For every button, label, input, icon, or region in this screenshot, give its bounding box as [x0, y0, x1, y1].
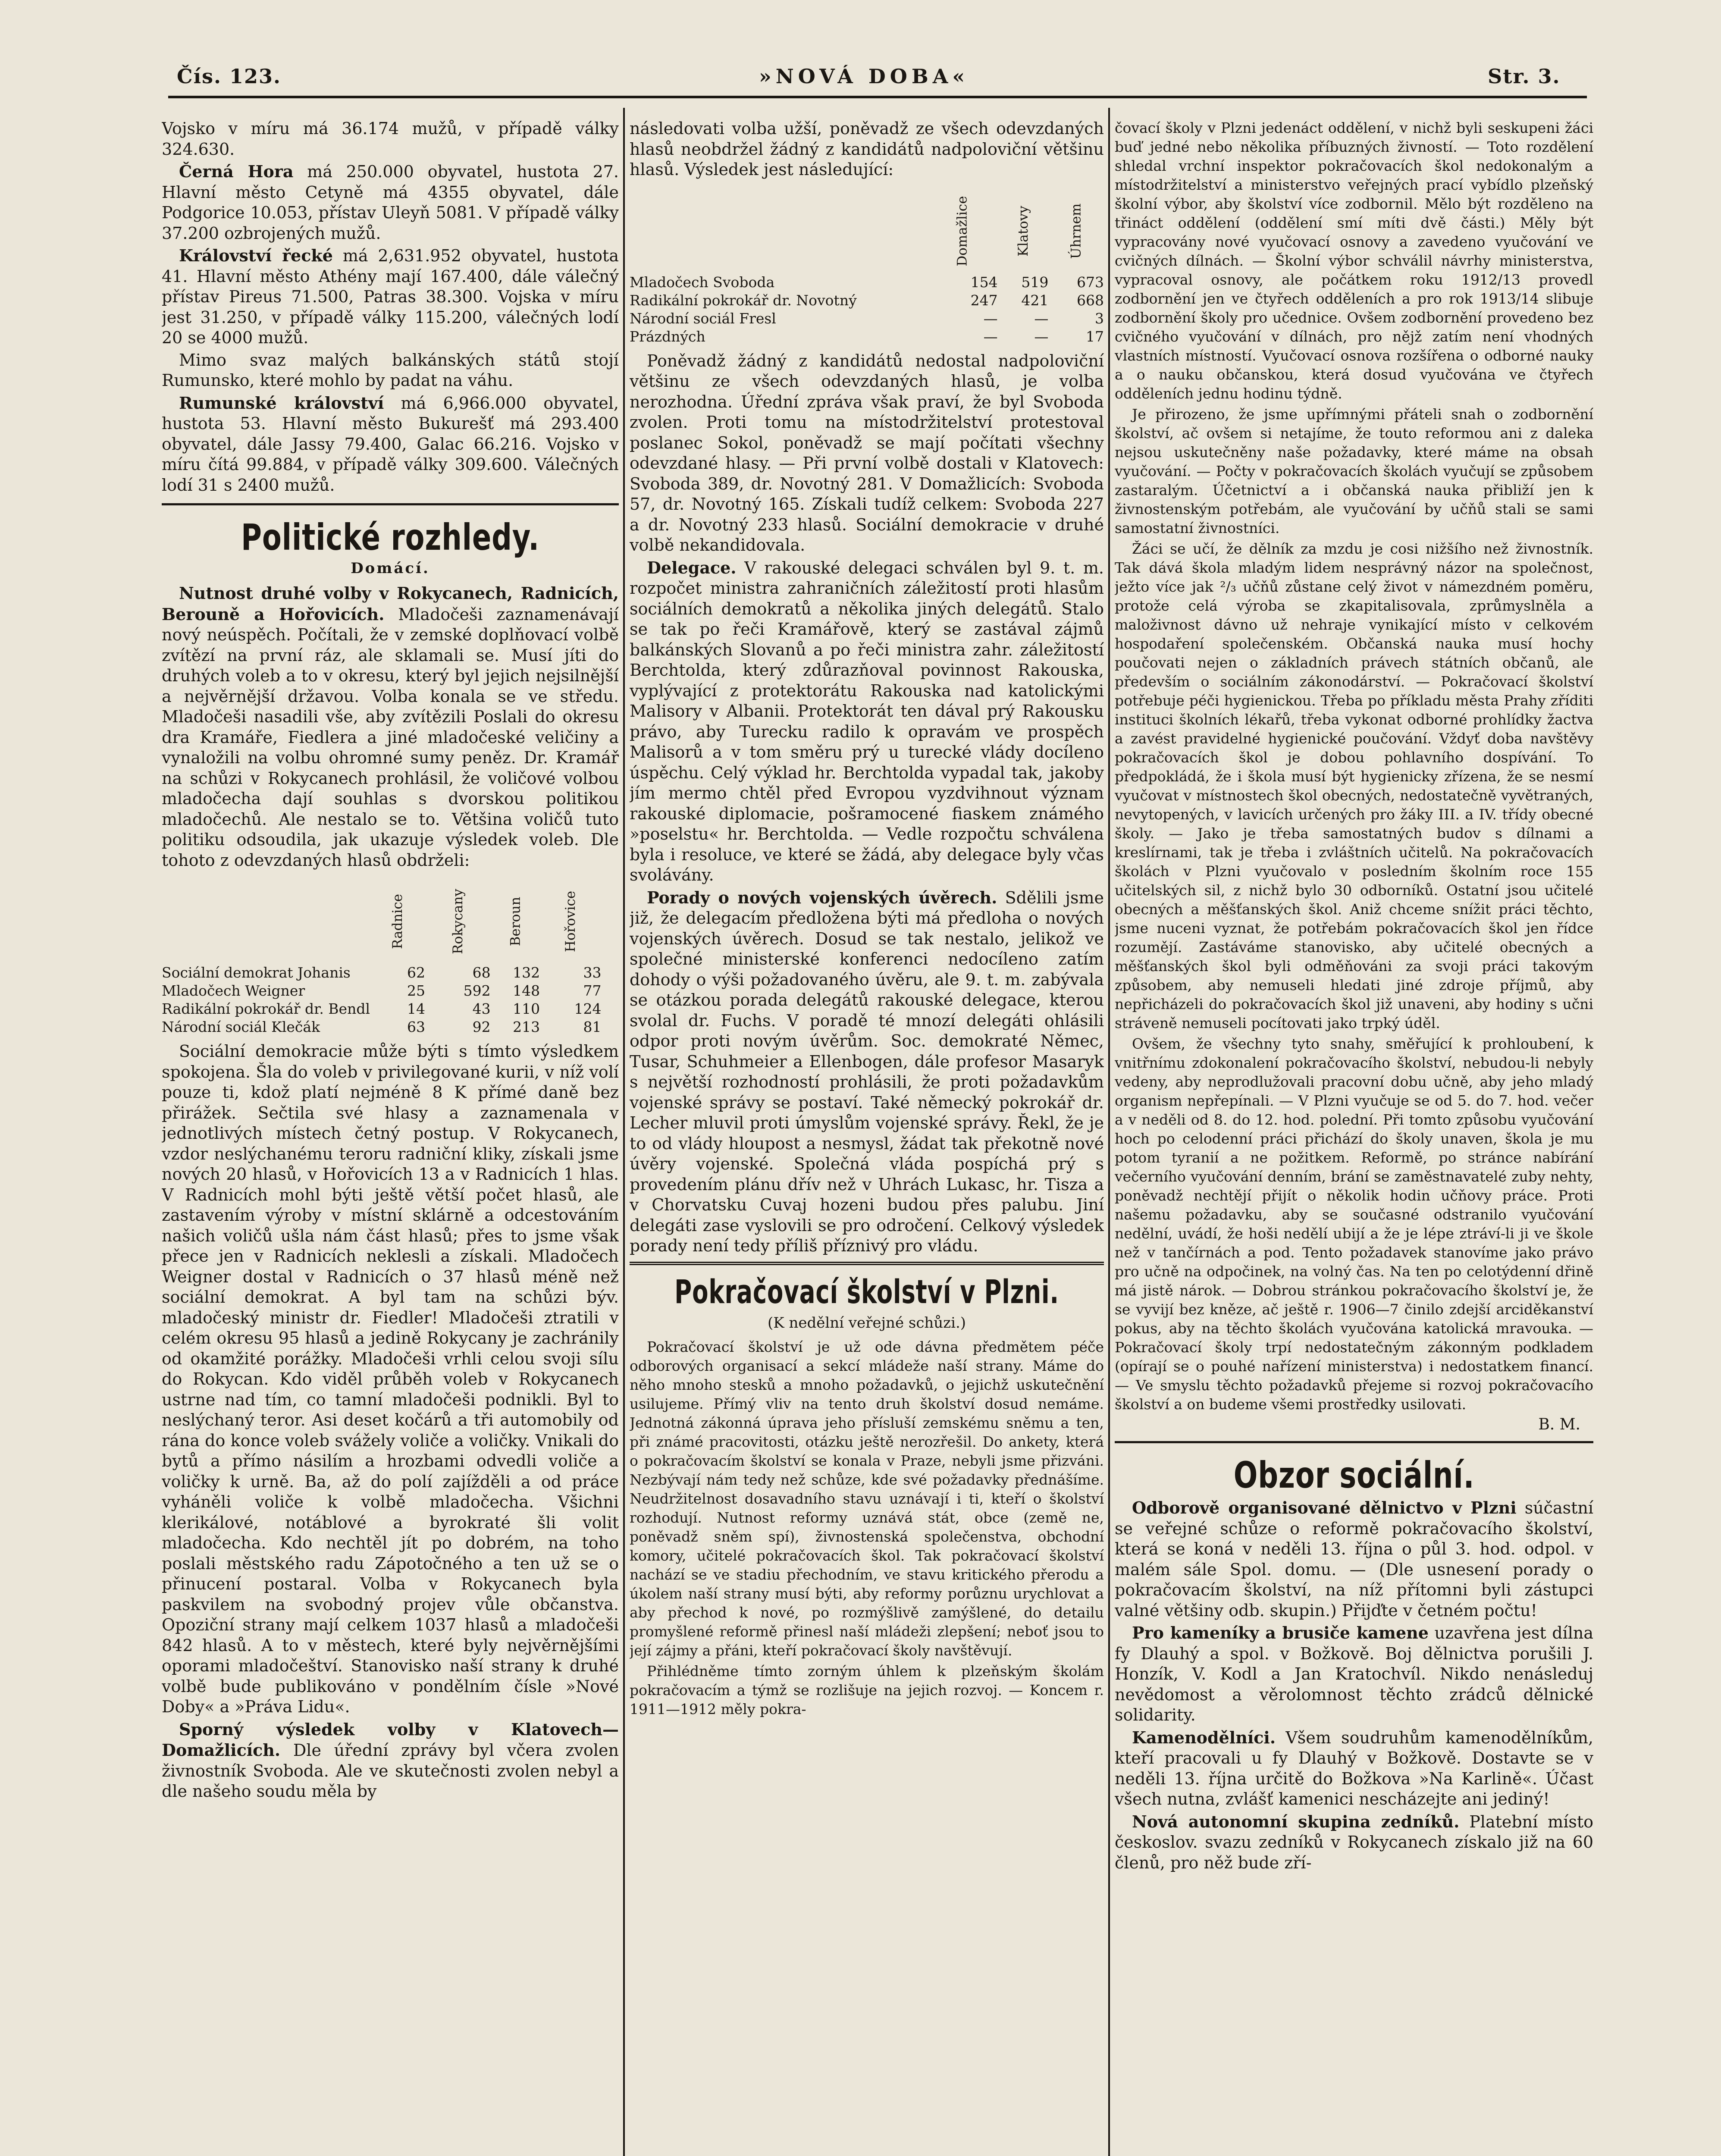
porady-headline: Porady o nových vojenských úvěrech. [647, 887, 997, 907]
column-header: Domažlice [955, 195, 971, 266]
issue-number: Čís. 123. [177, 65, 282, 88]
intro-paragraph-2: Království řecké má 2,631.952 obyvatel, hustota 41. Hlavní město Athény mají 167.400, dále válečný přístav Pireus 71.500, Patras 38.300. Vojska v míru jest 31.250, v případě války 115.200, válečných lodí 20 se 4000 mužů. [162, 246, 619, 347]
section-subtitle-skolstvi: (K nedělní veřejné schůzi.) [767, 1314, 966, 1332]
column-header: Radnice [390, 894, 405, 949]
intro-paragraph-0: Vojsko v míru má 36.174 mužů, v případě války 324.630. [162, 119, 619, 159]
table-row: Mladočech Svoboda 154 519 673 [630, 273, 1104, 291]
table-row: Prázdných — — 17 [630, 328, 1104, 345]
intro-paragraph-3: Mimo svaz malých balkánských států stojí Rumunsko, které mohlo by padat na váhu. [162, 350, 619, 390]
intro-paragraph-1: Černá Hora má 250.000 obyvatel, hustota 27. Hlavní město Cetyně má 4355 obyvatel, dále Podgorice 10.053, přístav Uleyň 5081. V případě války 37.200 ozbrojených mužů. [162, 162, 619, 243]
rokycany-headline: Nutnost druhé volby v Rokycanech, Radnicích, Berouně a Hořovicích. [162, 583, 619, 624]
odborove-headline: Odborově organisované dělnictvo v Plzni [1132, 1498, 1517, 1517]
newspaper-title: »NOVÁ DOBA« [759, 65, 969, 88]
delegace-headline: Delegace. [647, 558, 737, 577]
page-header [0, 0, 1721, 112]
delegace-article: Delegace. V rakouské delegaci schválen byl 9. t. m. rozpočet ministra zahraničních záležitostí proti hlasům sociálních demokratů a několika jiných delegátů. Stalo se tak po řeči Kramářově, který se zastával zájmů balkánských Slovanů a po řeči ministra zahr. záležitostí Berchtolda, který zdůrazňoval povinnost Rakouska, vyplývající z protektorátu Rakouska nad katolickými Malisory v Albanii. Protektorát ten dával prý Rakousku právo, aby Turecku radilo k opravám ve prospěch Malisorů a v tom směru prý u turecké vlády docíleno úspěchu. Celý výklad hr. Berchtolda vypadal tak, jakoby jím mermo chtěl před Evropou vyzdvihnout význam rakouské diplomacie, pošramocené fiaskem známého »poselstu« hr. Berchtolda. — Vedle rozpočtu schválena byla i resoluce, ve které se žádá, aby delegace byly včas svolávány. [630, 558, 1104, 884]
intro-paragraph-4: Rumunské království má 6,966.000 obyvatel, hustota 53. Hlavní město Bukurešť má 293.400 obyvatel, dále Jassy 79.400, Galac 66.216. Vojsko v míru čítá 99.884, v případě války 309.600. Válečných lodí 31 s 2400 mužů. [162, 393, 619, 495]
column-divider-2 [1108, 108, 1110, 2156]
column-header: Hořovice [563, 890, 579, 953]
kamenodelnici-article: Kamenodělníci. Všem soudruhům kamenodělníkům, kteří pracovali u fy Dlauhý v Božkově. Dostavte se v neděli 13. října určitě do Božkova »Na Karlině«. Účast všech nutna, zvlášť kamenici nescházejte ani jediný! [1115, 1727, 1593, 1808]
rokycany-analysis: Sociální demokracie může býti s tímto výsledkem spokojena. Šla do voleb v privilegované kurii, v níž volí pouze ti, kdož platí nejméně 8 K přímé daně bez přirážek. Sečtila své hlasy a zaznamenala v jednotlivých místech četný postup. V Rokycanech, vzdor neslýchanému teroru radniční kliky, získali jsme nových 20 hlasů, v Hořovicích 13 a v Radnicích 1 hlas. V Radnicích mohl býti ještě větší počet hlasů, ale zastavením výroby v místní sklárně a odcestováním našich voličů ušla nám část hlasů; přes to jsme však přece jen v Radnicích neklesli a získali. Mladočech Weigner dostal v Radnicích o 37 hlasů méně než sociální demokrat. A byl tam na schůzi býv. mladočeský ministr dr. Fiedler! Mladočeši ztratili v celém okresu 95 hlasů a jedině Rokycany je zachránily od okamžité porážky. Mladočeši vrhli celou svoji sílu do Rokycan. Kdo viděl průběh voleb v Rokycanech ustrne nad tím, co tamní mladočeši podnikli. Byl to neslýchaný teror. Asi deset kočárů a tři automobily od rána do konce voleb svážely voliče a voličky. Vnikali do bytů a přímo násilím a hrozbami odvedli voliče a voličky k urně. Ba, až do polí zajížděli a od práce vyháněli voliče k volbě mladočecha. Všichni klerikálové, notáblové a byrokraté šli volit mladočecha. Kdo nechtěl jít po dobrém, na toho poslali městského radu Zápotočného a ten už se o přinucení postaral. Volba v Rokycanech byla paskvilem na svobodný projev vůle občanstva. Opoziční strany mají celkem 1037 hlasů a mladočeši 842 hlasů. A to v městech, které byly nejvěrnějšími oporami mladočeštví. Stanovisko naší strany k druhé volbě bude publikováno v pondělním čísle »Nové Doby« a »Práva Lidu«. [162, 1042, 619, 1716]
column-header: Beroun [507, 896, 523, 946]
election-results-table-rokycany [162, 873, 619, 1036]
klatovy-continuation: následovati volba užší, poněvadž ze všech odevzdaných hlasů neobdržel žádný z kandidátů nadpoloviční většinu hlasů. Výsledek jest následující: [630, 119, 1104, 179]
section-title-obzor-socialni: Obzor sociální. [1233, 1454, 1475, 1496]
kamenik-headline: Pro kameníky a brusiče kamene [1132, 1623, 1429, 1642]
porady-article: Porady o nových vojenských úvěrech. Sdělili jsme již, že delegacím předložena býti má předloha o nových vojenských úvěrech. Dosud se tak nestalo, jelikož ve společné ministerské konferenci nedocíleno zatím dohody o výši požadovaného úvěru, ale 9. t. m. zabývala se otázkou porada delegátů rakouské delegace, kterou svolal dr. Fuchs. V poradě té mnozí delegáti ohlásili odpor proti novým úvěrům. Soc. demokraté Němec, Tusar, Schuhmeier a Ellenbogen, dále profesor Masaryk s největší rozhodností prohlásili, že proti požadavkům vojenské správy se postaví. Také německý pokrokář dr. Lecher mluvil proti úmyslům vojenské správy. Řekl, že je to od vlády hloupost a nesmysl, žádat tak překotně nové úvěry vojenské. Společná vláda pospíchá prý s provedením plánu dřív než v Uhrách Lukasc, hr. Tisza a v Chorvatsku Cuvaj hozeni budou přes palubu. Jiní delegáti zase vyslovili se pro odročení. Celkový výsledek porady není tedy příliš příznivý pro vládu. [630, 887, 1104, 1255]
skolstvi-article: Pokračovací školství je už ode dávna předmětem péče odborových organisací a sekcí mládeže naší strany. Máme do něho mnoho stesků a mnoho požadavků, o jejichž uskutečnění usilujeme. Přímý vliv na tento druh školství dosud nemáme. Jednotná zákonná úprava jeho přísluší zemskému sněmu a ten, při známé pracovitosti, otázku ještě nerozřešil. Do ankety, která o pokračovacím školství se konala v Praze, nebyli jsme přizváni. Nezbývají nám tedy než schůze, kde své požadavky přednášíme. Neudržitelnost dosavadního stavu uznávají i ti, kteří o školství rozhodují. Nutnost reformy uznává stát, obce (země ne, poněvadž sněm spí), živnostenská společenstva, obchodní komory, učitelé pokračovacích škol. Tak pokračovací školství nachází se ve stadiu přechodním, ve stavu kritického přerodu a úkolem naší strany musí býti, aby reformy porůznu urychlovat a aby přechod k nové, po rozmýšlivě zamýšlené, do detailu promyšlené reformě přinesl naší mládeži zlepšení; neboť jsou to její zájmy a přáni, kteří pokračovací školy navštěvují. [630, 1338, 1104, 1659]
table-row: Radikální pokrokář dr. Bendl 14 43 110 124 [162, 1000, 602, 1017]
skolstvi-continuation-3: Žáci se učí, že dělník za mzdu je cosi nižšího než živnostník. Tak dává škola mladým lidem nesprávný názor na společnost, ježto více jak ²/₃ učňů zůstane celý život v námezdném poměru, protože celá výroba se zkapitalisovala, zprůmyslněla a maloživnost dávno už nehraje vynikající místo v celkovém hospodaření společenském. Občanská nauka musí hochy poučovati nejen o základních právech státních občanů, ale především o sociálním zákonodárství. — Pokračovací školství potřebuje péči hygienickou. Třeba po příkladu města Prahy zříditi instituci školních lékařů, třeba vykonat odborné prohlídky žactva a zavést pravidelné hygienické poučování. Vždyť doba navštěvy pokračovacích škol je dobou pohlavního dospívání. To předpokládá, že i škola musí být hygienicky zřízena, že se nesmí vyučovat v místnostech škol obecných, nedostatečně vyvětraných, nevytopených, v lavicích určených pro žáky III. a IV. třídy obecné školy. — Jako je třeba samostatných budov s dílnami a kreslírnami, tak je třeba i zvláštních učitelů. Na pokračovacích školách v Plzni vyučovalo v posledním školním roce 155 učitelských sil, z nichž bylo 30 odborníků. Ostatní jsou učitelé obecných a měšťanských škol. Aniž chceme snížit práci těchto, jsme nuceni vyznat, že potřebám pokračovacích škol jen řídce rozumějí. Zastáváme stanovisko, aby učitelé obecných a měšťanských škol byli odměňováni za svoji práci takovým způsobem, aby nemuseli hledati jiné zdroje příjmů, aby nepřicházeli do pokračovacích škol již unaveni, aby hodiny s učni stráveně nemuseli pocítovati jako trpký úděl. [1115, 540, 1593, 1031]
table-row: Národní sociál Klečák 63 92 213 81 [162, 1018, 602, 1035]
skolstvi-continuation-2: Je přirozeno, že jsme upřímnými přáteli snah o zodbornění školství, ač ovšem si netajíme, že touto reformou ani z daleka nejsou uskutečněny naše požadavky, které máme na obsah vyučování. — Počty v pokračovacích školách vyučují se způsobem zastaralým. Účetnictví a i občanská nauka přibliží jen k živnostenským potřebám, ale vyučování by učňů stali se sami samostatní živnostníci. [1115, 406, 1593, 536]
column-2 [630, 119, 1104, 2156]
balkan-statistics [162, 119, 619, 495]
section-divider [162, 503, 619, 505]
table-row: Mladočech Weigner 25 592 148 77 [162, 982, 602, 999]
skolstvi-continuation-4: Ovšem, že všechny tyto snahy, směřující k prohloubení, k vnitřnímu zdokonalení pokračovacího školství, nebudou-li nebyly vedeny, aby neprodlužovali pracovní dobu učně, aby jeho mladý organism nepřepínali. — V Plzni vyučuje se od 5. do 7. hod. večer a v neděli od 8. do 12. hod. polední. Při tomto způsobu vyučování hoch po celodenní práci přichází do školy unaven, škola je mu potom tyranií a ne požitkem. Reformě, po stránce nabírání večerního vyučování denním, brání se zaměstnavatelé zuby nehty, poněvadž nechtějí přijít o několik hodin učňovy práce. Proti našemu požadavku, aby se současné odstranilo vyučování nedělní, uvádí, že hoši nedělí ubijí a že je lépe ztráví-li ji ve škole než v tančírnách a pod. Tento požadavek stanovíme jako právo pro učně na odpočinek, na volný čas. Na ten po celotýdenní dřině má jistě nárok. — Dobrou stránkou pokračovacího školství je, že se vyvijí bez kněze, ač ještě r. 1906—7 činilo zdejší arciděkanství pokus, aby na těchto školách vyučována katolická mravouka. — Pokračovací školy trpí nedostatečným zákonným podkladem (opírají se o pouhé nařízení ministerstva) i nedostatkem financí. — Ve smyslu těchto požadavků přejeme si rozvoj pokračovacího školství a on budeme všemi prostředky usilovati. [1115, 1035, 1593, 1413]
autonomni-article: Nová autonomní skupina zedníků. Platební místo českoslov. svazu zedníků v Rokycanech získalo již na 60 členů, pro něž bude zří- [1115, 1811, 1593, 1872]
page-number: Str. 3. [1488, 65, 1561, 88]
election-results-table-klatovy [630, 183, 1104, 346]
skolstvi-continuation-1: čovací školy v Plzni jedenáct oddělení, v nichž byli seskupeni žáci buď jedné nebo několika příbuzných živností. — Toto rozdělení shledal vrchní inspektor pokračovacích škol nedokonalým a místodržitelství a ministerstvo veřejných prací vybídlo plzeňský školní výbor, aby školství více zodbornil. Mělo být rozděleno na třináct oddělení (oddělení smí míti dvě části.) Měly být vypracovány nové vyučovací osnovy a zavedeno vyučování ve cvičných dílnách. — Školní výbor schválil návrhy ministerstva, vypracoval osnovy, ale počátkem roku 1912/13 provedl zodbornění jen ve čtyřech odděleních a pro rok 1913/14 slibuje zodbornění školy pro učednice. Ovšem zodbornění provedeno bez cvičného vyučování v dílnách, pro nějž zatím není vhodných vlastních místností. Vyučovací osnova rozšířena o odborné nauky a o nauku občanskou, která dosud vyučována ve čtyřech odděleních jednu hodinu týdně. [1115, 119, 1593, 402]
klatovy-article: Sporný výsledek volby v Klatovech— Domažlicích. Dle úřední zprávy byl včera zvolen živnostník Svoboda. Ale ve skutečnosti zvolen nebyl a dle našeho soudu měla by [162, 1719, 619, 1801]
article-signature: B. M. [1538, 1416, 1580, 1433]
section-subtitle-domaci: Domácí. [351, 560, 430, 577]
autonomni-headline: Nová autonomní skupina zedníků. [1132, 1811, 1460, 1831]
section-divider [1115, 1441, 1593, 1443]
kamenik-article: Pro kameníky a brusiče kamene uzavřena jest dílna fy Dlauhý a spol. v Božkově. Boj dělnictva porušili J. Honzík, V. Kodl a Jan Kratochvíl. Nikdo nenásleduj nevědomost a věrolomnost těchto zrádců dělnické solidarity. [1115, 1623, 1593, 1724]
column-divider-1 [623, 108, 625, 2156]
column-1 [162, 119, 619, 2156]
column-header: Rokycany [450, 889, 466, 954]
klatovy-headline: Sporný výsledek volby v Klatovech— Domažlicích. [162, 1719, 619, 1760]
column-header: Úhrnem [1068, 203, 1084, 259]
section-divider [630, 1262, 1104, 1265]
table-row: Radikální pokrokář dr. Novotný 247 421 668 [630, 291, 1104, 309]
rokycany-article: Nutnost druhé volby v Rokycanech, Radnicích, Berouně a Hořovicích. Mladočeši zaznamenávají nový neúspěch. Počítali, že v zemské doplňovací volbě zvítězí na první ráz, ale sklamali se. Musí jíti do druhých voleb a to v okresu, který byl jejich nejsilnější a nejvěrnější državou. Volba konala se ve středu. Mladočeši nasadili vše, aby zvítězili Poslali do okresu dra Kramáře, Fiedlera a jiné mladočeské veličiny a vynaložili na volbu ohromné sumy peněz. Dr. Kramář na schůzi v Rokycanech prohlásil, že voličové volbou mladočecha dají souhlas s dvorskou politikou mladočechů. Ale nestalo se to. Většina voličů tuto politiku odsoudila, jak ukazuje výsledek voleb. Dle tohoto z odevzdaných hlasů obdrželi: [162, 583, 619, 870]
section-title-politicke-rozhledy: Politické rozhledy. [241, 516, 539, 558]
column-3 [1115, 119, 1593, 2156]
klatovy-analysis: Poněvadž žádný z kandidátů nedostal nadpoloviční většinu ze všech odevzdaných hlasů, je volba nerozhodna. Úřední zpráva však praví, že byl Svoboda zvolen. Proti tomu na místodržitelství protestoval poslanec Sokol, poněvadž se mají počítati všechny odevzdané hlasy. — Při první volbě dostali v Klatovech: Svoboda 389, dr. Novotný 281. V Domažlicích: Svoboda 57, dr. Novotný 165. Získali tudíž celkem: Svoboda 227 a dr. Novotný 233 hlasů. Sociální demokracie v druhé volbě nekandidovala. [630, 351, 1104, 555]
section-title-pokracovaci-skolstvi: Pokračovací školství v Plzni. [674, 1272, 1059, 1311]
kamenodelnici-headline: Kamenodělníci. [1132, 1727, 1276, 1747]
skolstvi-article-2: Přihlédněme tímto zorným úhlem k plzeňským školám pokračovacím a týmž se rozlišuje na jejich rozvoj. — Koncem r. 1911—1912 měly pokra- [630, 1662, 1104, 1717]
table-row: Sociální demokrat Johanis 62 68 132 33 [162, 964, 602, 981]
table-row: Národní sociál Fresl — — 3 [630, 310, 1104, 327]
header-rule [168, 96, 1587, 98]
column-header: Klatovy [1015, 205, 1031, 257]
odborove-article: Odborově organisované dělnictvo v Plzni súčastní se veřejné schůze o reformě pokračovacího školství, která se koná v neděli 13. října o půl 3. hod. odpol. v malém sále Spol. domu. — (Dle usnesení porady o pokračovacím školství, na níž přítomni byli zástupci valné většiny odb. skupin.) Přijďte v četném počtu! [1115, 1498, 1593, 1620]
